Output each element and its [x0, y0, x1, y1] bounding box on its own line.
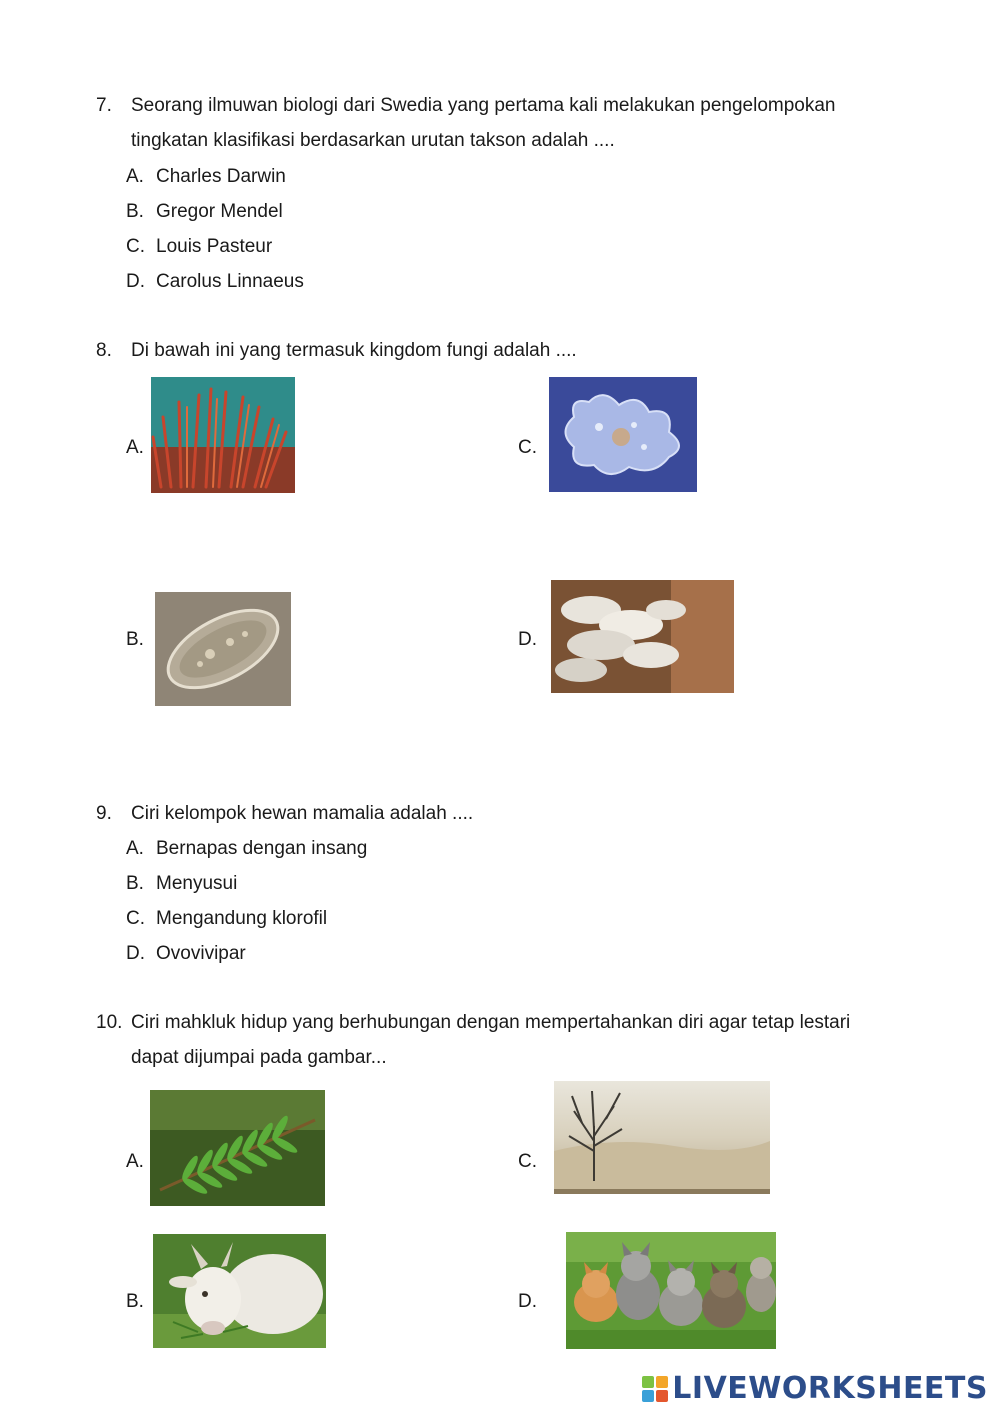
- question-number: 8.: [96, 340, 112, 361]
- option-b[interactable]: [126, 873, 237, 895]
- option-letter: D.: [126, 271, 145, 292]
- image-label-b: B.: [126, 629, 144, 650]
- option-letter: D.: [126, 943, 145, 964]
- image-label-d: D.: [518, 629, 537, 650]
- option-d[interactable]: [126, 271, 304, 293]
- option-c[interactable]: [126, 236, 272, 258]
- option-text: Mengandung klorofil: [156, 908, 328, 929]
- question-text-line1: Ciri mahkluk hidup yang berhubungan dengan mempertahankan diri agar tetap lestari: [131, 1012, 851, 1033]
- option-a[interactable]: [126, 166, 286, 188]
- image-label-d: D.: [518, 1291, 537, 1312]
- question-text-line1: Seorang ilmuwan biologi dari Swedia yang pertama kali melakukan pengelompokan: [131, 95, 836, 116]
- question-text-line2: tingkatan klasifikasi berdasarkan urutan takson adalah ....: [131, 130, 615, 151]
- option-letter: A.: [126, 166, 144, 187]
- option-letter: C.: [126, 908, 145, 929]
- liveworksheets-logo: [642, 1371, 988, 1406]
- goat-eating-grass-image[interactable]: [153, 1234, 326, 1348]
- option-d[interactable]: [126, 943, 246, 965]
- image-label-b: B.: [126, 1291, 144, 1312]
- option-text: Gregor Mendel: [156, 201, 283, 222]
- bare-tree-misty-field-image[interactable]: [554, 1081, 770, 1194]
- option-c[interactable]: [126, 908, 327, 930]
- option-text: Bernapas dengan insang: [156, 838, 368, 859]
- paramecium-image[interactable]: [155, 592, 291, 706]
- mimosa-leaves-image[interactable]: [150, 1090, 325, 1206]
- logo-text: LIVEWORKSHEETS: [672, 1371, 988, 1406]
- option-text: Charles Darwin: [156, 166, 286, 187]
- question-number: 7.: [96, 95, 112, 116]
- logo-icon: [642, 1376, 668, 1402]
- option-letter: B.: [126, 873, 144, 894]
- option-b[interactable]: [126, 201, 283, 223]
- kittens-on-grass-image[interactable]: [566, 1232, 776, 1349]
- option-text: Ovovivipar: [156, 943, 246, 964]
- question-text: Ciri kelompok hewan mamalia adalah ....: [131, 803, 474, 824]
- question-text-line2: dapat dijumpai pada gambar...: [131, 1047, 387, 1068]
- image-label-c: C.: [518, 437, 537, 458]
- image-label-c: C.: [518, 1151, 537, 1172]
- question-number: 10.: [96, 1012, 123, 1033]
- option-letter: B.: [126, 201, 144, 222]
- option-letter: C.: [126, 236, 145, 257]
- option-letter: A.: [126, 838, 144, 859]
- red-algae-image[interactable]: [151, 377, 295, 493]
- amoeba-image[interactable]: [549, 377, 697, 492]
- oyster-mushrooms-image[interactable]: [551, 580, 734, 693]
- option-text: Carolus Linnaeus: [156, 271, 304, 292]
- question-text: Di bawah ini yang termasuk kingdom fungi adalah ....: [131, 340, 577, 361]
- option-a[interactable]: [126, 838, 367, 860]
- image-label-a: A.: [126, 437, 144, 458]
- question-number: 9.: [96, 803, 112, 824]
- option-text: Menyusui: [156, 873, 238, 894]
- option-text: Louis Pasteur: [156, 236, 273, 257]
- image-label-a: A.: [126, 1151, 144, 1172]
